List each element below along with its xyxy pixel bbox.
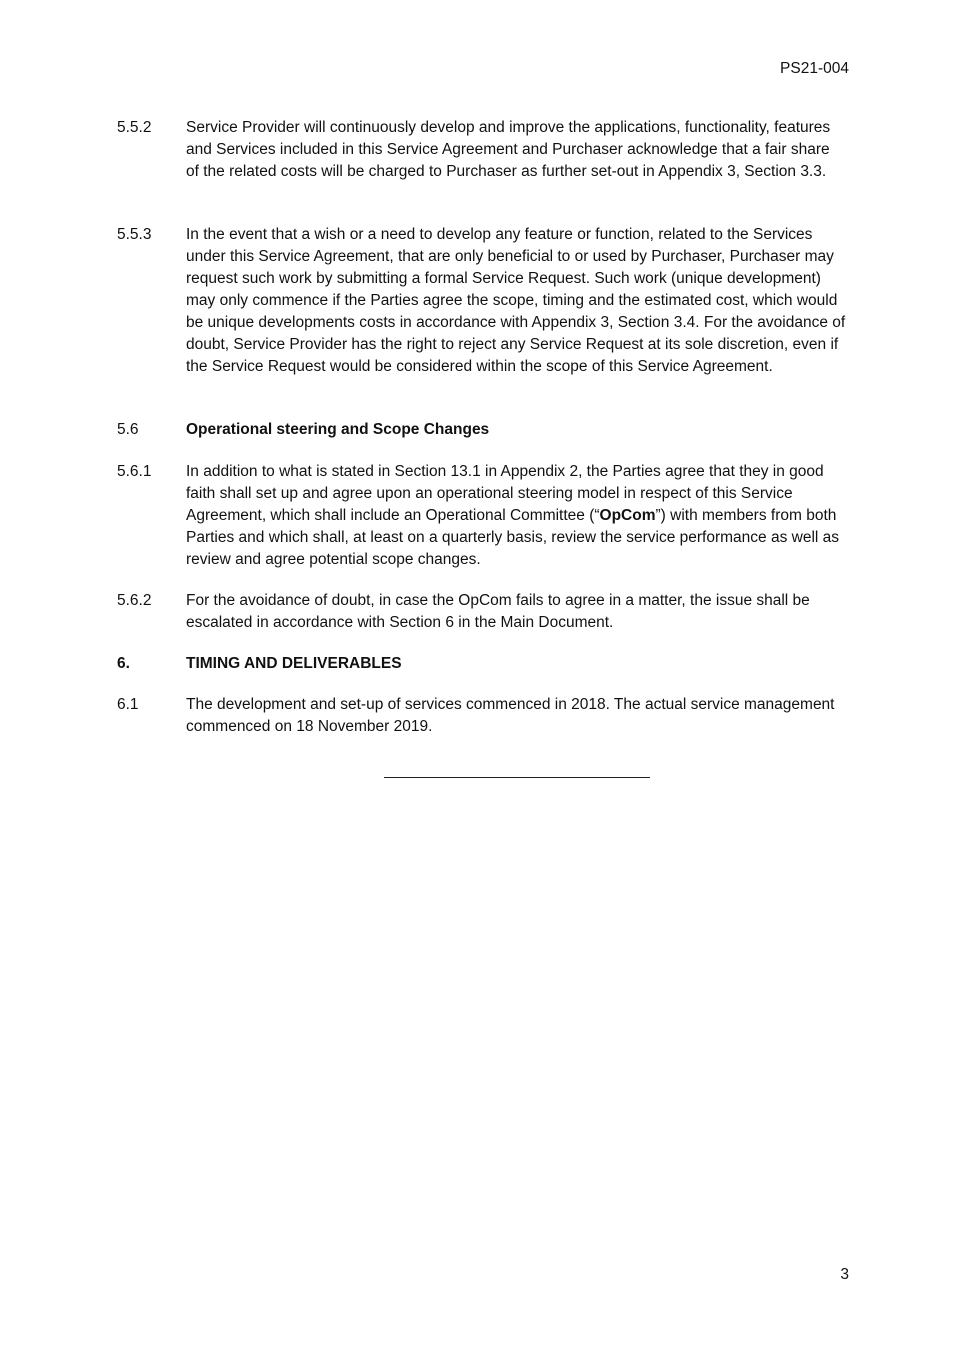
clause-number: 5.5.3	[117, 226, 152, 243]
clause-number: 6.1	[117, 696, 139, 713]
clause-6-1	[117, 694, 847, 738]
clause-number: 5.6.1	[117, 463, 152, 480]
section-number: 5.6	[117, 421, 139, 438]
section-heading: Operational steering and Scope Changes	[186, 421, 490, 438]
section-number: 6.	[117, 655, 130, 672]
clause-5-6-1	[117, 461, 847, 571]
clause-number: 5.6.2	[117, 592, 152, 609]
section-heading: TIMING AND DELIVERABLES	[186, 655, 402, 672]
clause-5-5-3	[117, 224, 847, 378]
clause-text: The development and set-up of services commenced in 2018. The actual service management commenced on 18 November 2019.	[186, 696, 835, 735]
clause-number: 5.5.2	[117, 119, 152, 136]
defined-term: OpCom	[599, 507, 656, 524]
clause-text-part: ”) with members from both Parties and which shall, at least on a quarterly basis, review the service performance as well as review and agree potential scope changes.	[186, 507, 840, 568]
clause-text: Service Provider will continuously develop and improve the applications, functionality, features and Services included in this Service Agreement and Purchaser acknowledge that a fair share of the related costs will be charged to Purchaser as further set-out in Appendix 3, Section 3.3.	[186, 119, 831, 180]
clause-5-5-2	[117, 117, 847, 183]
clause-text	[186, 461, 846, 571]
clause-text: In the event that a wish or a need to develop any feature or function, related to the Services under this Service Agreement, that are only beneficial to or used by Purchaser, Purchaser may request such work by submitting a formal Service Request. Such work (unique development) may only commence if the Parties agree the scope, timing and the estimated cost, which would be unique developments costs in accordance with Appendix 3, Section 3.4. For the avoidance of doubt, Service Provider has the right to reject any Service Request at its sole discretion, even if the Service Request would be considered within the scope of this Service Agreement.	[186, 226, 846, 375]
clause-text-part: In addition to what is stated in Section 13.1 in Appendix 2, the Parties agree that they in good faith shall set up and agree upon an operational steering model in respect of this Service Agreement, which shall include an Operational Committee (“	[186, 463, 824, 524]
end-divider-line	[384, 777, 650, 778]
document-reference: PS21-004	[780, 60, 849, 77]
clause-5-6-2	[117, 590, 847, 634]
section-5-6-heading	[117, 419, 847, 441]
section-6-heading	[117, 653, 847, 675]
page-number: 3	[840, 1266, 849, 1283]
clause-text: For the avoidance of doubt, in case the OpCom fails to agree in a matter, the issue shall be escalated in accordance with Section 6 in the Main Document.	[186, 592, 810, 631]
